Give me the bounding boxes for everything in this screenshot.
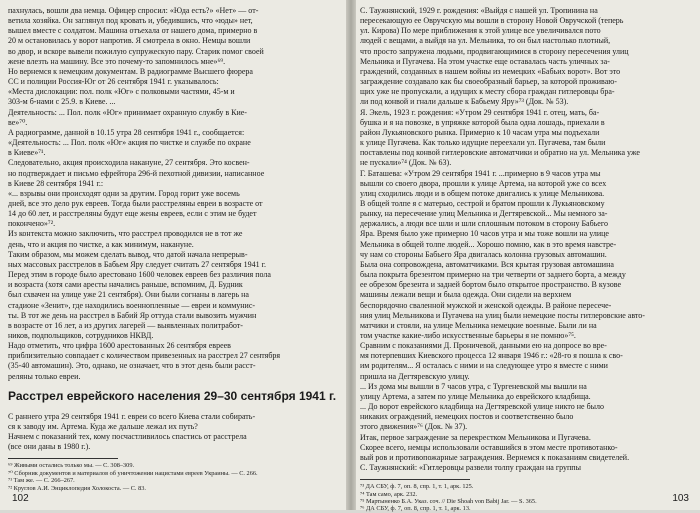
text-line: людей с вещами, а выйдя на ул. Мельника, то он был настолько плотный, <box>360 36 611 46</box>
text-line: и возраста (хотя сами аресты начались раньше, вспомним, Д. Будник <box>8 280 243 290</box>
text-line: (все они даны в 1980 г.). <box>8 442 91 452</box>
text-line: том участке какие-либо искусственные барьеры я не помню»⁷⁵. <box>360 331 576 340</box>
text-line: заграждение создавало как бы своеобразный барьер, за которой проживаю- <box>360 77 617 87</box>
text-line: вышел вместе с солдатом. Машина отъехала от нашего дома, примерно в <box>8 26 258 36</box>
text-line: ных массовых расстрелов в Бабьем Яру следует считать 27 сентября 1941 г. <box>8 259 266 269</box>
text-line: С раннего утра 29 сентября 1941 г. евреи со всего Киева стали собирать- <box>8 411 256 421</box>
text-line: ул. Кирова) По мере приближения к этой улице все увеличивался пото <box>360 26 601 36</box>
text-line: реляны только евреи. <box>8 371 81 381</box>
text-line: Надо отметить, что цифра 1600 арестованных 26 сентября евреев <box>8 341 231 351</box>
text-line: стадионе «Зенит», где находились военнопленные — евреи и коммунис- <box>8 300 256 310</box>
text-line: «Места дислокации: пол. полк «Юг» с полковыми частями, 45-м и <box>8 87 235 97</box>
text-line: Я. Экель, 1923 г. рождения: «Утром 29 сентября 1941 г. отец, мать, ба- <box>360 107 600 117</box>
text-line: Яра. Время было уже примерно 10 часов утра и мы тоже вошли на улице <box>360 229 609 239</box>
text-line: ее обрезом брезента и задней бортом было открытое пространство. В кузове <box>360 280 621 290</box>
text-line: во двор, и вскоре вывели пожилую супружескую пару. Старик помог своей <box>8 46 264 56</box>
text-line: улицу Артема, а затем по улице Мельника до еврейского кладбища. <box>360 391 591 401</box>
text-line: бушка и я на повозке, в упряжке которой была одна лошадь, приехали в <box>360 117 605 127</box>
text-line: дней, все это дело рук евреев. Тогда были расстреляны евреи в возрасте от <box>8 198 263 208</box>
text-line: «Деятельность: ... Пол. полк «Юг» акция по чистке и службе по охране <box>8 138 251 148</box>
text-line: пахнулась, вошли два немца. Офицер спросил: «Юда есть?» «Нет» — от- <box>8 6 259 15</box>
text-line: Но вернемся к немецким документам. В радиограмме Высшего фюрера <box>8 66 253 76</box>
text-line: матчики и стояли, на улице Мельника немецкие военные. Были ли на <box>360 320 597 330</box>
text-line: машины лежали вещи и была одежда. Они сидели на верхнем <box>360 290 572 300</box>
text-line: ников, подпольщиков, сотрудников НКВД. <box>8 331 154 340</box>
page-number-right: 103 <box>672 493 689 504</box>
text-line: этого движения»⁷⁶ (Док. № 37). <box>360 422 468 432</box>
text-line: день, что и акция по чистке, а как минимум, накануне. <box>8 239 194 249</box>
text-line: пришла на Дегтяревскую улицу. <box>360 371 470 381</box>
text-line: (35-40 автомашин). Это, однако, не означает, что в этот день были расст- <box>8 361 256 371</box>
text-line: жене влезть на машину. Все это почему-то запомнилось мне»⁶⁹. <box>8 56 226 66</box>
text-line: щих уже не пропускали, а идущих к месту сбора граждан гитлеровцы бра- <box>360 87 615 97</box>
footnote-rule <box>360 479 470 480</box>
text-line: покончено»⁷². <box>8 219 56 229</box>
footnote: ⁶⁹ Живыми остались только мы. — С. 308–309. <box>8 462 135 470</box>
text-line: СС и полиции Россия-Юг от 26 сентября 1941 г. указывалось: <box>8 77 219 87</box>
text-line: держались, а люди все шли и шли сплошным потоком в сторону Бабьего <box>360 219 608 229</box>
text-line: Скорее всего, немцы использовали оставшийся в этом месте противотанко- <box>360 442 618 452</box>
text-line: поставлены под конвой гитлеровские автоматчики и обратно на ул. Мельника уже <box>360 148 640 158</box>
text-line: был схвачен на улице уже 21 сентября). Они были согнаны в лагерь на <box>8 290 249 300</box>
text-line: не пускали»⁷⁴ (Док. № 63). <box>360 158 452 168</box>
text-line: вышли со своего двора, прошли к улице Артема, на которой уже со всех <box>360 178 607 188</box>
text-line: ния улиц Мельникова и Пугачева на улиц были немецкие посты гитлеровские авто- <box>360 310 645 320</box>
text-line: 20 м остановилась у ворот напротив. Я смотрела в окно. Немцы вошли <box>8 36 251 46</box>
text-line: никаких ограждений, немецких постов и соответственно было <box>360 412 574 422</box>
left-page-section-body <box>8 412 343 453</box>
text-line: ве»⁷⁰. <box>8 117 28 127</box>
text-line: граждений, созданных в нашем войны из немецких «Бабьих ворот». Вот это <box>360 66 621 76</box>
footnote: ⁷² Круглов А.И. Энциклопедия Холокоста. — С. 83. <box>8 484 146 492</box>
footnote: ⁷⁵ Мартыненко Б.А. Указ. соч. // Die Shoah von Babij Jar. — S. 365. <box>360 498 537 505</box>
book-gutter <box>346 0 356 510</box>
text-line: рынку, на пересечение улиц Мельника и Дегтяревской... Мы немного за- <box>360 209 608 219</box>
text-line: Деятельность: ... Пол. полк «Юг» принимает охранную службу в Кие- <box>8 107 247 117</box>
footnote: ⁷³ ДА СБУ, ф. 7, оп. 8, спр. 1, т. 1, арк. 125. <box>360 483 474 491</box>
text-line: ... До ворот еврейского кладбища на Дегтяревской улице никто не было <box>360 402 605 412</box>
text-line: им родителям... Я осталась с ними и на следующее утро я вместе с ними <box>360 361 608 371</box>
text-line: Начнем с показаний тех, кому посчастливилось спастись от расстрела <box>8 432 247 442</box>
text-line: что просто запружена людьми, продвигающимися в сторону пересечения улиц <box>360 46 629 56</box>
text-line: Итак, первое заграждение за перекрестком Мельникова и Пугачева. <box>360 432 591 442</box>
text-line: ... Из дома мы вышли в 7 часов утра, с Тургеневской мы вышли на <box>360 381 587 391</box>
text-line: Была она сопровождена, автоматчиками. Вся крытая грузовая автомашина <box>360 259 614 269</box>
text-line: в Киеве 28 сентября 1941 г.: <box>8 178 104 188</box>
text-line: беспорядочно сваленной мужской и женской одежды. В районе пересече- <box>360 300 612 310</box>
text-line: 14 до 60 лет, и расстреляны будут еще жены евреев, если с этим не будет <box>8 209 257 219</box>
text-line: ветила хозяйка. Он заглянул под кровать и, убедившись, что «юды» нет, <box>8 16 253 26</box>
text-line: Перед этим в городе было арестовано 1600 человек евреев без различия пола <box>8 270 271 280</box>
left-footnotes <box>8 462 343 492</box>
text-line: улиц сходились люди и в общем потоке двигались к улице Мельникова. <box>360 188 605 198</box>
text-line: Г. Баташева: «Утром 29 сентября 1941 г. ...примерно в 9 часов утра мы <box>360 168 601 178</box>
text-line: ты. В тот же день на расстрел в Бабий Яр оттуда стали вывозить мужчин <box>8 310 257 320</box>
text-line: в возрасте от 16 лет, а из других лагерей — выявленных политработ- <box>8 320 243 330</box>
text-line: ся к заводу им. Артема. Куда же дальше лежал их путь? <box>8 421 198 431</box>
text-line: В общей толпе я с матерью, сестрой и братом прошли к Лукьяновскому <box>360 198 605 208</box>
right-page <box>360 6 693 513</box>
text-line: «... взрывы они происходят одни за другим. Город горит уже восемь <box>8 188 240 198</box>
text-line: район Лукьяновского рынка. Примерно к 10 часам утра мы подъехали <box>360 127 600 137</box>
footnote-rule <box>8 458 118 459</box>
text-line: Мельника в общей толпе людей... Хорошо помню, как в это время навстре- <box>360 239 617 249</box>
text-line: чу нам со стороны Бабьего Яра двигалась колонна грузовых автомашин. <box>360 249 607 259</box>
section-title: Расстрел еврейского населения 29–30 сентября 1941 г. <box>8 388 337 403</box>
text-line: С. Таужнянский: «Гитлеровцы развели толпу граждан на группы <box>360 463 581 473</box>
text-line: Сравним с показаниями Д. Проничевой, данными ею на допросе во вре- <box>360 341 607 351</box>
text-line: вый ров и противопожарные заграждения. Вернемся к показаниям свидетелей. <box>360 452 630 462</box>
left-page <box>8 6 343 504</box>
text-line: С. Таужнянский, 1929 г. рождения: «Выйдя с нашей ул. Тропинина на <box>360 6 598 15</box>
text-line: пересекающую ее Овручскую мы вошли в сторону Новой Овручской (теперь <box>360 16 624 26</box>
text-line: Таким образом, мы можем сделать вывод, что датой начала непрерыв- <box>8 249 248 259</box>
text-line: была покрыта брезентом примерно на три четверти от заднего борта, а между <box>360 270 626 280</box>
text-line: ли под конвой и гнали дальше к Бабьему Яру»⁷³ (Док. № 53). <box>360 97 569 107</box>
text-line: Мельника и Пугачева. На этом участке еще оставалась часть уличных за- <box>360 56 610 66</box>
text-line: к улице Пугачева. Как только идущие переехали ул. Пугачева, там были <box>360 138 606 148</box>
text-line: Следовательно, акция происходила накануне, 27 сентября. Это косвен- <box>8 158 250 168</box>
text-line: А радиограмме, данной в 10.15 утра 28 сентября 1941 г., сообщается: <box>8 127 245 137</box>
footnote: ⁷⁴ Там само, арк. 232. <box>360 490 418 498</box>
right-footnotes <box>360 483 693 513</box>
text-line: Из контекста можно заключить, что расстрел проводился не в тот же <box>8 229 243 239</box>
right-page-body <box>360 6 693 473</box>
text-line: но подтверждает и письмо ефрейтора 296-й пехотной дивизии, написанное <box>8 168 265 178</box>
footnote: ⁷⁶ ДА СБУ, ф. 7, оп. 8, спр. 1, т. 1, арк. 13. <box>360 505 471 513</box>
text-line: в Киеве»⁷¹. <box>8 148 46 158</box>
text-line: приблизительно совпадает с количеством привезенных на расстрел 27 сентября <box>8 351 281 361</box>
footnote: ⁷⁰ Сборник документов и материалов об уничтожении нацистами евреев Украины. — С. 266. <box>8 469 258 477</box>
page-number-left: 102 <box>12 493 29 504</box>
footnote: ⁷¹ Там же. — С. 266–267. <box>8 477 75 485</box>
text-line: мя потерпевших Киевского процесса 12 января 1946 г.: «28-го я пошла к сво- <box>360 351 623 361</box>
text-line: 303-м б-нами с 25.9. в Киеве. ... <box>8 97 116 107</box>
left-page-body <box>8 6 343 382</box>
